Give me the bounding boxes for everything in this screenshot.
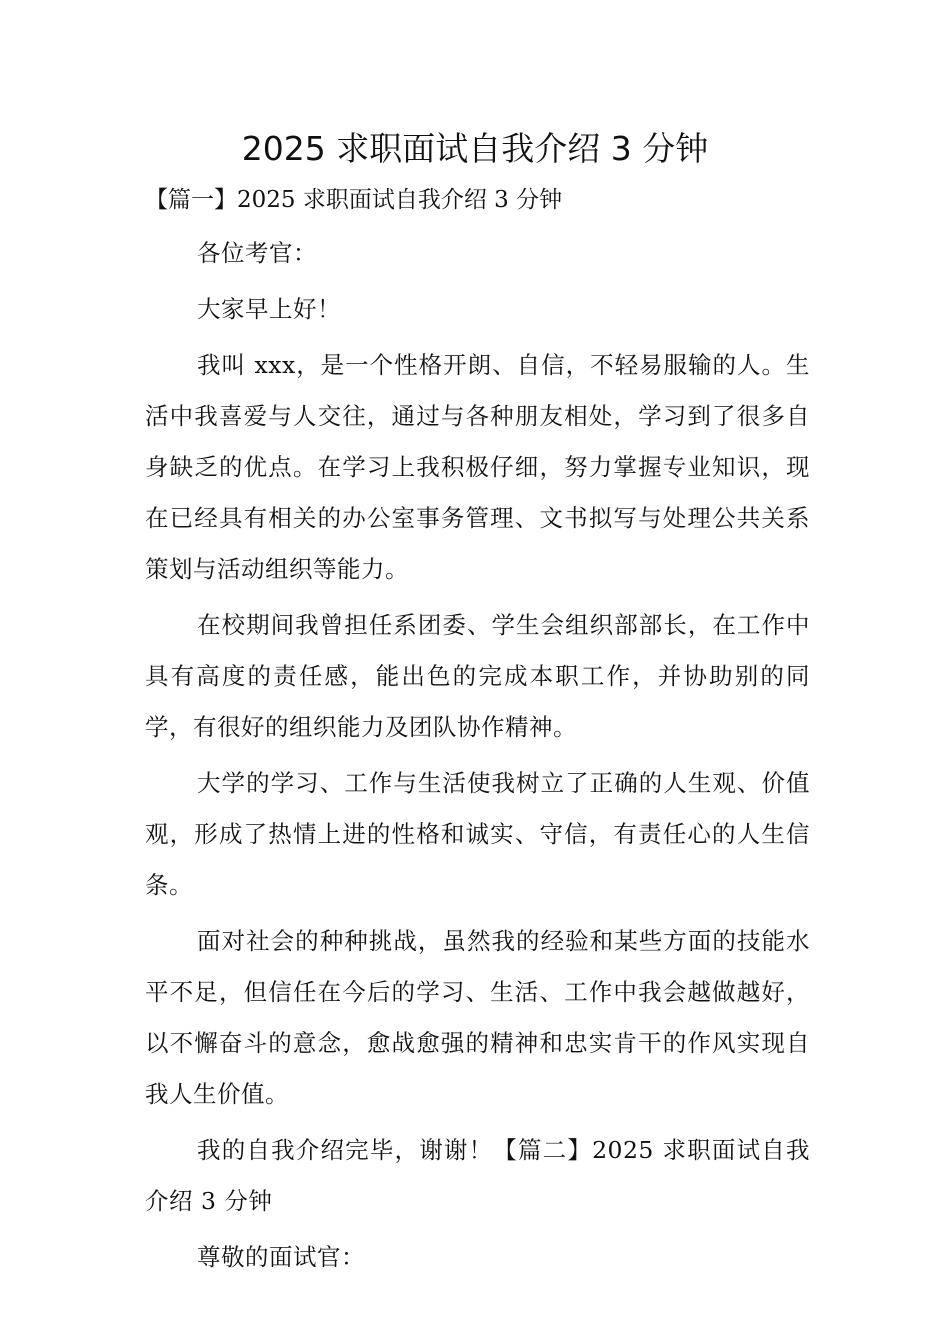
salutation-paragraph: 各位考官：: [197, 239, 317, 267]
salutation-paragraph: 尊敬的面试官：: [197, 1243, 365, 1271]
body-paragraph: 面对社会的种种挑战，虽然我的经验和某些方面的技能水平不足，但信任在今后的学习、生活、工作中我会越做越好，以不懈奋斗的意念，愈战愈强的精神和忠实肯干的作风实现自我人生价值。: [145, 927, 810, 1108]
body-paragraph: 我叫 xxx，是一个性格开朗、自信，不轻易服输的人。生活中我喜爱与人交往，通过与各种朋友相处，学习到了很多自身缺乏的优点。在学习上我积极仔细，努力掌握专业知识，现在已经具有相关的办公室事务管理、文书拟写与处理公共关系策划与活动组织等能力。: [145, 351, 810, 583]
closing-paragraph: 我的自我介绍完毕，谢谢！【篇二】2025 求职面试自我介绍 3 分钟: [145, 1136, 810, 1215]
body-paragraph: 大学的学习、工作与生活使我树立了正确的人生观、价值观，形成了热情上进的性格和诚实、守信，有责任心的人生信条。: [145, 769, 810, 899]
section-heading: 【篇一】2025 求职面试自我介绍 3 分钟: [145, 187, 563, 213]
document-title: 2025 求职面试自我介绍 3 分钟: [241, 129, 709, 168]
body-paragraph: 在校期间我曾担任系团委、学生会组织部部长，在工作中具有高度的责任感，能出色的完成本职工作，并协助别的同学，有很好的组织能力及团队协作精神。: [145, 611, 810, 741]
document-body: [145, 177, 810, 1288]
greeting-paragraph: 大家早上好！: [197, 295, 341, 323]
